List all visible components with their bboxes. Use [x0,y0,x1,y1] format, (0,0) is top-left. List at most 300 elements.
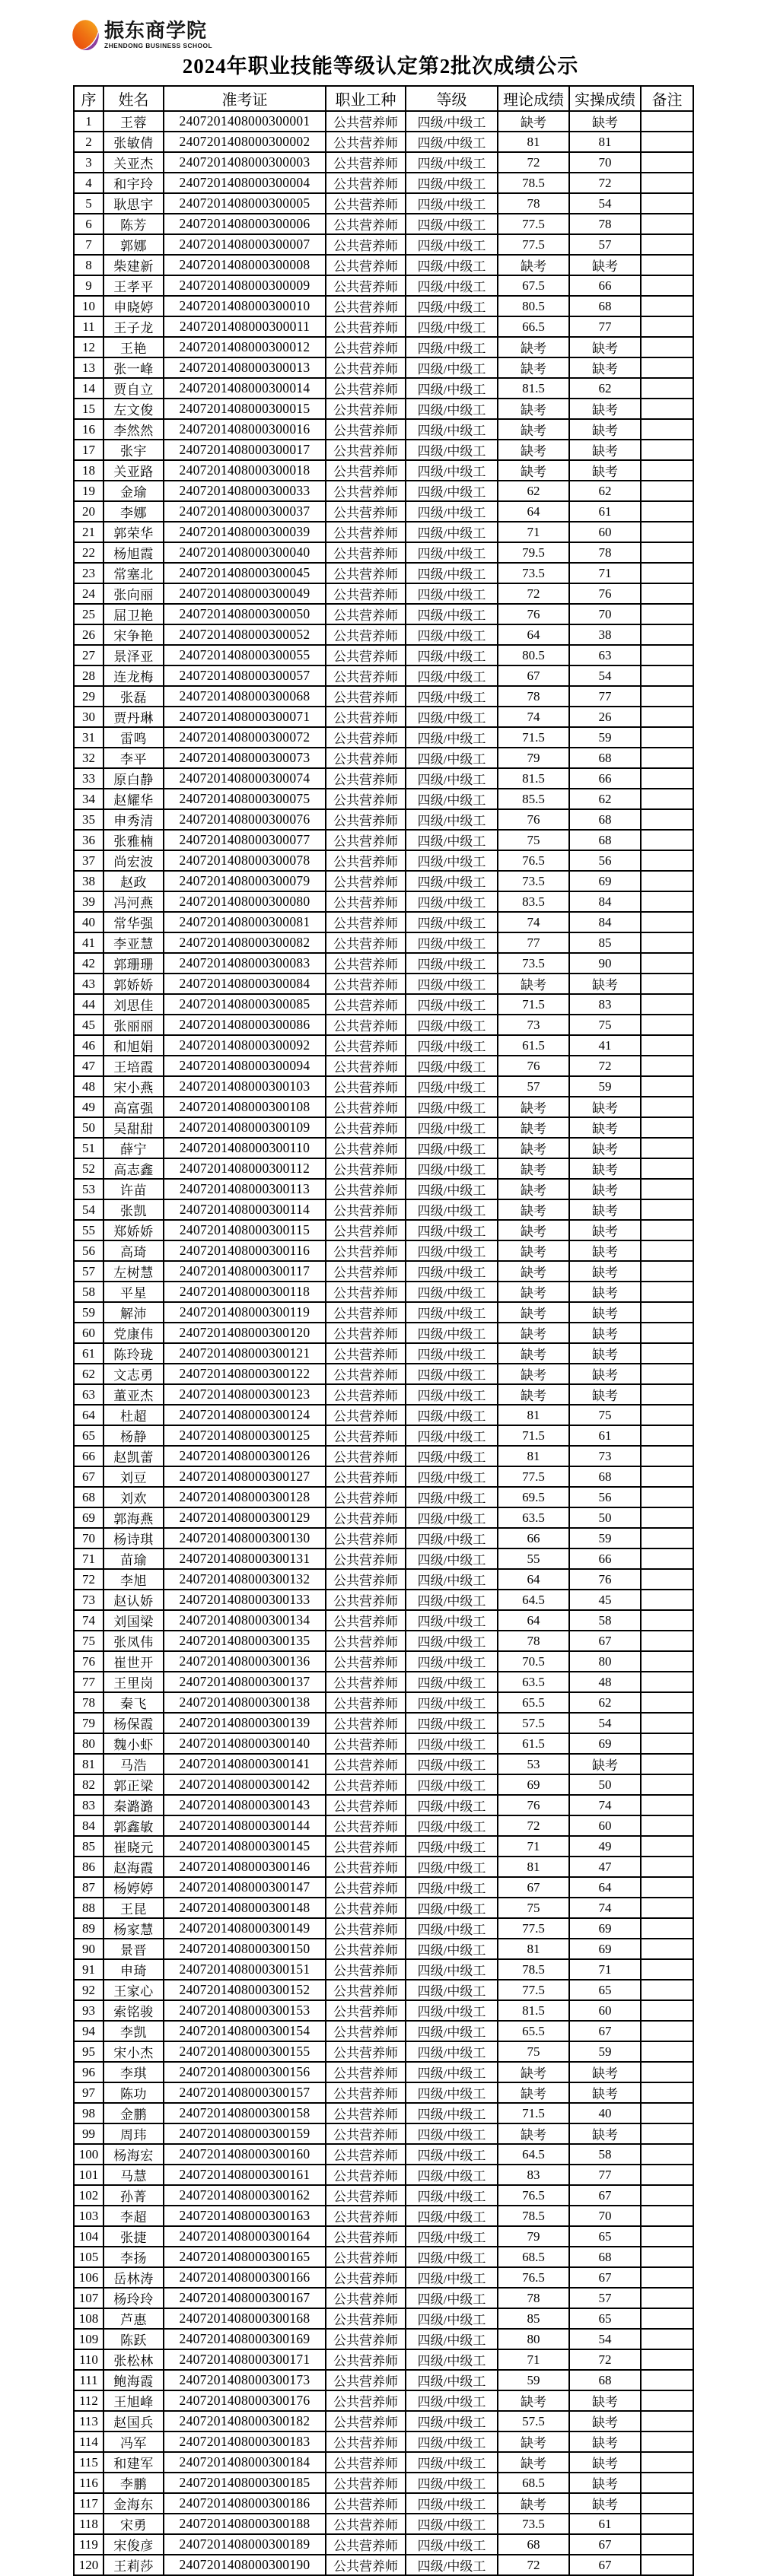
remark-cell [641,2165,693,2185]
level-cell: 四级/中级工 [406,1651,498,1672]
exam-id-cell: 2407201408000300164 [164,2226,326,2247]
exam-id-cell: 2407201408000300117 [164,1261,326,1282]
name-cell: 高琦 [103,1240,164,1261]
exam-id-cell: 2407201408000300159 [164,2123,326,2144]
remark-cell [641,2206,693,2226]
exam-id-cell: 2407201408000300131 [164,1548,326,1569]
exam-id-cell: 2407201408000300154 [164,2021,326,2041]
remark-cell [641,2267,693,2288]
practical-score-cell: 56 [569,1487,641,1507]
table-row [74,2021,693,2041]
theory-score-cell: 缺考 [498,1138,569,1158]
remark-cell [641,2247,693,2267]
exam-id-cell: 2407201408000300072 [164,727,326,748]
seq-cell: 81 [74,1754,103,1774]
practical-score-cell: 缺考 [569,111,641,132]
table-row [74,2473,693,2493]
level-cell: 四级/中级工 [406,255,498,275]
practical-score-cell: 77 [569,686,641,707]
seq-cell: 2 [74,132,103,152]
practical-score-cell: 71 [569,563,641,583]
table-row [74,2206,693,2226]
theory-score-cell: 61.5 [498,1035,569,1056]
remark-cell [641,296,693,316]
occupation-cell: 公共营养师 [326,2473,406,2493]
practical-score-cell: 67 [569,2021,641,2041]
exam-id-cell: 2407201408000300156 [164,2062,326,2082]
remark-cell [641,563,693,583]
occupation-cell: 公共营养师 [326,275,406,296]
remark-cell [641,1364,693,1384]
name-cell: 李然然 [103,419,164,440]
theory-score-cell: 75 [498,1898,569,1918]
occupation-cell: 公共营养师 [326,2082,406,2103]
remark-cell [641,1097,693,1117]
table-row [74,2514,693,2534]
table-row [74,1795,693,1815]
remark-cell [641,1220,693,1240]
exam-id-cell: 2407201408000300007 [164,234,326,255]
seq-cell: 55 [74,1220,103,1240]
table-row [74,1405,693,1425]
exam-id-cell: 2407201408000300012 [164,337,326,357]
table-row [74,1302,693,1323]
practical-score-cell: 61 [569,1425,641,1446]
name-cell: 杨家慧 [103,1918,164,1939]
seq-cell: 90 [74,1939,103,1959]
remark-cell [641,234,693,255]
theory-score-cell: 缺考 [498,2452,569,2473]
remark-cell [641,214,693,234]
theory-score-cell: 72 [498,583,569,604]
name-cell: 李凯 [103,2021,164,2041]
level-cell: 四级/中级工 [406,727,498,748]
remark-cell [641,1343,693,1364]
occupation-cell: 公共营养师 [326,768,406,789]
seq-cell: 37 [74,850,103,871]
exam-id-cell: 2407201408000300039 [164,522,326,542]
exam-id-cell: 2407201408000300014 [164,378,326,399]
level-cell: 四级/中级工 [406,1220,498,1240]
exam-id-cell: 2407201408000300080 [164,891,326,912]
level-cell: 四级/中级工 [406,2021,498,2041]
level-cell: 四级/中级工 [406,2123,498,2144]
exam-id-cell: 2407201408000300151 [164,1959,326,1980]
theory-score-cell: 缺考 [498,1158,569,1179]
occupation-cell: 公共营养师 [326,2308,406,2329]
occupation-cell: 公共营养师 [326,2452,406,2473]
practical-score-cell: 68 [569,1466,641,1487]
occupation-cell: 公共营养师 [326,830,406,850]
table-row [74,2041,693,2062]
level-cell: 四级/中级工 [406,1405,498,1425]
exam-id-cell: 2407201408000300076 [164,809,326,830]
exam-id-cell: 2407201408000300121 [164,1343,326,1364]
theory-score-cell: 72 [498,1815,569,1836]
table-row [74,1138,693,1158]
exam-id-cell: 2407201408000300086 [164,1015,326,1035]
seq-cell: 62 [74,1364,103,1384]
occupation-cell: 公共营养师 [326,1836,406,1857]
practical-score-cell: 69 [569,871,641,891]
occupation-cell: 公共营养师 [326,932,406,953]
table-row [74,932,693,953]
level-cell: 四级/中级工 [406,1076,498,1097]
remark-cell [641,357,693,378]
seq-cell: 21 [74,522,103,542]
exam-id-cell: 2407201408000300136 [164,1651,326,1672]
remark-cell [641,1466,693,1487]
table-row [74,830,693,850]
name-cell: 陈跃 [103,2329,164,2349]
practical-score-cell: 缺考 [569,1179,641,1199]
seq-cell: 69 [74,1507,103,1528]
level-cell: 四级/中级工 [406,2185,498,2206]
remark-cell [641,1302,693,1323]
level-cell: 四级/中级工 [406,1302,498,1323]
level-cell: 四级/中级工 [406,1774,498,1795]
seq-cell: 17 [74,440,103,460]
level-cell: 四级/中级工 [406,1158,498,1179]
theory-score-cell: 81.5 [498,2000,569,2021]
practical-score-cell: 45 [569,1590,641,1610]
remark-cell [641,1836,693,1857]
occupation-cell: 公共营养师 [326,686,406,707]
level-cell: 四级/中级工 [406,2390,498,2411]
name-cell: 王蓉 [103,111,164,132]
occupation-cell: 公共营养师 [326,522,406,542]
col-header-practical-score: 实操成绩 [569,86,641,111]
theory-score-cell: 71 [498,1836,569,1857]
theory-score-cell: 64.5 [498,2144,569,2165]
table-row [74,2534,693,2555]
remark-cell [641,1877,693,1898]
occupation-cell: 公共营养师 [326,2144,406,2165]
name-cell: 关亚路 [103,460,164,481]
name-cell: 赵国兵 [103,2411,164,2431]
exam-id-cell: 2407201408000300150 [164,1939,326,1959]
exam-id-cell: 2407201408000300045 [164,563,326,583]
level-cell: 四级/中级工 [406,2370,498,2390]
practical-score-cell: 84 [569,891,641,912]
name-cell: 索铭骏 [103,2000,164,2021]
name-cell: 王旭峰 [103,2390,164,2411]
remark-cell [641,850,693,871]
practical-score-cell: 缺考 [569,1158,641,1179]
practical-score-cell: 缺考 [569,2431,641,2452]
level-cell: 四级/中级工 [406,563,498,583]
table-row [74,1857,693,1877]
seq-cell: 24 [74,583,103,604]
name-cell: 陈芳 [103,214,164,234]
occupation-cell: 公共营养师 [326,337,406,357]
name-cell: 魏小虾 [103,1733,164,1754]
practical-score-cell: 70 [569,2206,641,2226]
occupation-cell: 公共营养师 [326,234,406,255]
table-row [74,1610,693,1631]
exam-id-cell: 2407201408000300185 [164,2473,326,2493]
exam-id-cell: 2407201408000300155 [164,2041,326,2062]
seq-cell: 112 [74,2390,103,2411]
remark-cell [641,748,693,768]
table-row [74,399,693,419]
table-row [74,2123,693,2144]
theory-score-cell: 69.5 [498,1487,569,1507]
table-row [74,871,693,891]
practical-score-cell: 缺考 [569,1302,641,1323]
remark-cell [641,1425,693,1446]
seq-cell: 70 [74,1528,103,1548]
table-row [74,1733,693,1754]
seq-cell: 88 [74,1898,103,1918]
seq-cell: 103 [74,2206,103,2226]
occupation-cell: 公共营养师 [326,891,406,912]
table-row [74,173,693,193]
level-cell: 四级/中级工 [406,2103,498,2123]
practical-score-cell: 59 [569,1076,641,1097]
practical-score-cell: 65 [569,1980,641,2000]
seq-cell: 50 [74,1117,103,1138]
seq-cell: 77 [74,1672,103,1692]
theory-score-cell: 缺考 [498,1323,569,1343]
name-cell: 党康伟 [103,1323,164,1343]
level-cell: 四级/中级工 [406,830,498,850]
occupation-cell: 公共营养师 [326,789,406,809]
table-row [74,542,693,563]
level-cell: 四级/中级工 [406,953,498,974]
page-title: 2024年职业技能等级认定第2批次成绩公示 [182,55,579,78]
level-cell: 四级/中级工 [406,2144,498,2165]
seq-cell: 98 [74,2103,103,2123]
occupation-cell: 公共营养师 [326,1713,406,1733]
remark-cell [641,255,693,275]
name-cell: 杨诗琪 [103,1528,164,1548]
seq-cell: 105 [74,2247,103,2267]
practical-score-cell: 缺考 [569,2473,641,2493]
remark-cell [641,1261,693,1282]
remark-cell [641,1056,693,1076]
exam-id-cell: 2407201408000300114 [164,1199,326,1220]
theory-score-cell: 80 [498,2329,569,2349]
practical-score-cell: 缺考 [569,419,641,440]
level-cell: 四级/中级工 [406,850,498,871]
table-row [74,132,693,152]
practical-score-cell: 77 [569,2165,641,2185]
exam-id-cell: 2407201408000300075 [164,789,326,809]
remark-cell [641,132,693,152]
theory-score-cell: 73.5 [498,871,569,891]
level-cell: 四级/中级工 [406,932,498,953]
occupation-cell: 公共营养师 [326,1857,406,1877]
level-cell: 四级/中级工 [406,1857,498,1877]
level-cell: 四级/中级工 [406,686,498,707]
occupation-cell: 公共营养师 [326,1446,406,1466]
occupation-cell: 公共营养师 [326,563,406,583]
remark-cell [641,2082,693,2103]
name-cell: 高富强 [103,1097,164,1117]
table-row [74,2370,693,2390]
practical-score-cell: 57 [569,2288,641,2308]
exam-id-cell: 2407201408000300078 [164,850,326,871]
table-row [74,2349,693,2370]
practical-score-cell: 76 [569,1569,641,1590]
table-row [74,1774,693,1795]
brand-block [72,20,761,52]
table-row [74,1651,693,1672]
exam-id-cell: 2407201408000300119 [164,1302,326,1323]
seq-cell: 22 [74,542,103,563]
occupation-cell: 公共营养师 [326,1918,406,1939]
remark-cell [641,1898,693,1918]
practical-score-cell: 41 [569,1035,641,1056]
name-cell: 郭鑫敏 [103,1815,164,1836]
theory-score-cell: 65.5 [498,1692,569,1713]
name-cell: 左文俊 [103,399,164,419]
name-cell: 张向丽 [103,583,164,604]
seq-cell: 39 [74,891,103,912]
name-cell: 崔晓元 [103,1836,164,1857]
exam-id-cell: 2407201408000300148 [164,1898,326,1918]
practical-score-cell: 缺考 [569,2082,641,2103]
practical-score-cell: 缺考 [569,2123,641,2144]
practical-score-cell: 70 [569,604,641,624]
seq-cell: 56 [74,1240,103,1261]
occupation-cell: 公共营养师 [326,953,406,974]
seq-cell: 14 [74,378,103,399]
exam-id-cell: 2407201408000300002 [164,132,326,152]
exam-id-cell: 2407201408000300189 [164,2534,326,2555]
seq-cell: 8 [74,255,103,275]
name-cell: 贾自立 [103,378,164,399]
occupation-cell: 公共营养师 [326,419,406,440]
name-cell: 郭珊珊 [103,953,164,974]
practical-score-cell: 缺考 [569,974,641,994]
seq-cell: 83 [74,1795,103,1815]
seq-cell: 75 [74,1631,103,1651]
occupation-cell: 公共营养师 [326,1795,406,1815]
seq-cell: 10 [74,296,103,316]
theory-score-cell: 75 [498,830,569,850]
exam-id-cell: 2407201408000300013 [164,357,326,378]
table-row [74,1076,693,1097]
name-cell: 张磊 [103,686,164,707]
col-header-level: 等级 [406,86,498,111]
seq-cell: 46 [74,1035,103,1056]
level-cell: 四级/中级工 [406,2431,498,2452]
name-cell: 文志勇 [103,1364,164,1384]
practical-score-cell: 缺考 [569,1138,641,1158]
theory-score-cell: 73.5 [498,953,569,974]
level-cell: 四级/中级工 [406,501,498,522]
theory-score-cell: 缺考 [498,1199,569,1220]
name-cell: 景晋 [103,1939,164,1959]
seq-cell: 58 [74,1282,103,1302]
occupation-cell: 公共营养师 [326,399,406,419]
level-cell: 四级/中级工 [406,2041,498,2062]
practical-score-cell: 75 [569,1015,641,1035]
occupation-cell: 公共营养师 [326,1590,406,1610]
theory-score-cell: 71.5 [498,994,569,1015]
practical-score-cell: 85 [569,932,641,953]
theory-score-cell: 78.5 [498,2206,569,2226]
name-cell: 刘欢 [103,1487,164,1507]
theory-score-cell: 66.5 [498,316,569,337]
name-cell: 金海东 [103,2493,164,2514]
table-row [74,2082,693,2103]
occupation-cell: 公共营养师 [326,2534,406,2555]
exam-id-cell: 2407201408000300188 [164,2514,326,2534]
remark-cell [641,440,693,460]
exam-id-cell: 2407201408000300132 [164,1569,326,1590]
table-row [74,1918,693,1939]
theory-score-cell: 81 [498,1405,569,1425]
table-row [74,378,693,399]
occupation-cell: 公共营养师 [326,1877,406,1898]
theory-score-cell: 74 [498,707,569,727]
name-cell: 杜超 [103,1405,164,1425]
table-row [74,974,693,994]
remark-cell [641,1569,693,1590]
theory-score-cell: 74 [498,912,569,932]
seq-cell: 35 [74,809,103,830]
exam-id-cell: 2407201408000300110 [164,1138,326,1158]
remark-cell [641,1015,693,1035]
practical-score-cell: 59 [569,1528,641,1548]
practical-score-cell: 62 [569,1692,641,1713]
table-row [74,2000,693,2021]
exam-id-cell: 2407201408000300165 [164,2247,326,2267]
name-cell: 宋争艳 [103,624,164,645]
page-header [0,0,761,78]
theory-score-cell: 76.5 [498,2267,569,2288]
table-row [74,994,693,1015]
table-row [74,1939,693,1959]
practical-score-cell: 68 [569,809,641,830]
level-cell: 四级/中级工 [406,2165,498,2185]
level-cell: 四级/中级工 [406,2226,498,2247]
occupation-cell: 公共营养师 [326,2226,406,2247]
occupation-cell: 公共营养师 [326,1117,406,1138]
level-cell: 四级/中级工 [406,583,498,604]
level-cell: 四级/中级工 [406,1507,498,1528]
remark-cell [641,501,693,522]
name-cell: 贾丹琳 [103,707,164,727]
table-row [74,2493,693,2514]
seq-cell: 53 [74,1179,103,1199]
seq-cell: 74 [74,1610,103,1631]
practical-score-cell: 50 [569,1507,641,1528]
theory-score-cell: 缺考 [498,2062,569,2082]
name-cell: 和旭娟 [103,1035,164,1056]
practical-score-cell: 67 [569,2534,641,2555]
seq-cell: 33 [74,768,103,789]
table-row [74,850,693,871]
theory-score-cell: 76 [498,604,569,624]
practical-score-cell: 66 [569,768,641,789]
practical-score-cell: 66 [569,1548,641,1569]
table-row [74,1035,693,1056]
seq-cell: 1 [74,111,103,132]
remark-cell [641,1815,693,1836]
occupation-cell: 公共营养师 [326,481,406,501]
theory-score-cell: 73.5 [498,563,569,583]
table-row [74,440,693,460]
table-row [74,2452,693,2473]
seq-cell: 60 [74,1323,103,1343]
exam-id-cell: 2407201408000300146 [164,1857,326,1877]
remark-cell [641,2041,693,2062]
seq-cell: 5 [74,193,103,214]
